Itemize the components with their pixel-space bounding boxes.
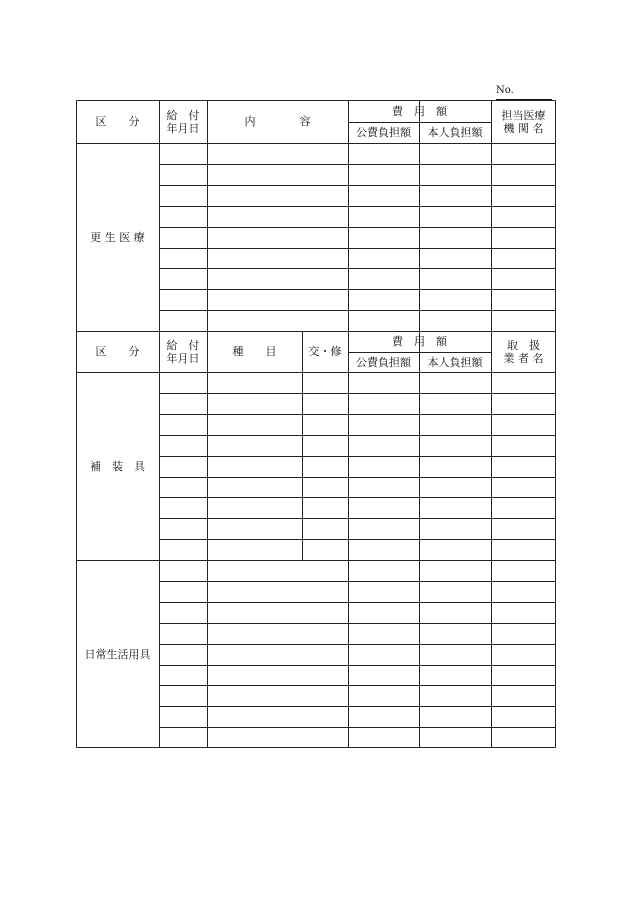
medical-self-burden-cell[interactable] bbox=[419, 310, 491, 331]
header2-public-burden: 公費負担額 bbox=[356, 355, 411, 369]
daily-goods-self-burden-cell[interactable] bbox=[419, 644, 491, 665]
daily-goods-public-burden-cell[interactable] bbox=[348, 685, 419, 706]
prosthetics-exchange-repair-cell[interactable] bbox=[302, 393, 348, 414]
medical-self-burden-cell[interactable] bbox=[419, 227, 491, 248]
prosthetics-self-burden-cell[interactable] bbox=[419, 435, 491, 456]
prosthetics-public-burden-cell[interactable] bbox=[348, 414, 419, 435]
medical-date-cell[interactable] bbox=[159, 227, 207, 248]
prosthetics-date-cell[interactable] bbox=[159, 414, 207, 435]
prosthetics-public-burden-cell[interactable] bbox=[348, 518, 419, 539]
prosthetics-date-cell[interactable] bbox=[159, 372, 207, 393]
medical-self-burden-cell[interactable] bbox=[419, 143, 491, 164]
section-prosthetics-label: 補 装 具 bbox=[90, 459, 145, 473]
prosthetics-item-type-cell[interactable] bbox=[207, 477, 302, 497]
daily-goods-date-cell[interactable] bbox=[159, 644, 207, 665]
medical-self-burden-cell[interactable] bbox=[419, 164, 491, 185]
daily-goods-public-burden-cell[interactable] bbox=[348, 581, 419, 602]
daily-goods-public-burden-cell[interactable] bbox=[348, 623, 419, 644]
prosthetics-exchange-repair-cell[interactable] bbox=[302, 456, 348, 477]
medical-public-burden-cell[interactable] bbox=[348, 206, 419, 227]
prosthetics-self-burden-cell[interactable] bbox=[419, 414, 491, 435]
daily-goods-item-cell[interactable] bbox=[207, 602, 348, 623]
medical-public-burden-cell[interactable] bbox=[348, 164, 419, 185]
daily-goods-handler-cell[interactable] bbox=[491, 706, 556, 727]
prosthetics-handler-cell[interactable] bbox=[491, 393, 556, 414]
daily-goods-handler-cell[interactable] bbox=[491, 560, 556, 581]
prosthetics-public-burden-cell[interactable] bbox=[348, 539, 419, 560]
prosthetics-item-type-cell[interactable] bbox=[207, 393, 302, 414]
medical-institution-cell[interactable] bbox=[491, 289, 556, 310]
section-medical-label: 更 生 医 療 bbox=[90, 230, 145, 244]
prosthetics-item-type-cell[interactable] bbox=[207, 539, 302, 560]
daily-goods-date-cell[interactable] bbox=[159, 560, 207, 581]
prosthetics-self-burden-cell[interactable] bbox=[419, 518, 491, 539]
prosthetics-public-burden-cell[interactable] bbox=[348, 497, 419, 518]
header2-date bbox=[159, 331, 207, 372]
header2-cost-amount: 費 用 額 bbox=[392, 335, 447, 348]
prosthetics-self-burden-cell[interactable] bbox=[419, 539, 491, 560]
daily-goods-self-burden-cell[interactable] bbox=[419, 685, 491, 706]
medical-date-cell[interactable] bbox=[159, 164, 207, 185]
header1-date-line2: 年月日 bbox=[166, 121, 200, 135]
medical-content-cell[interactable] bbox=[207, 248, 348, 268]
daily-goods-date-cell[interactable] bbox=[159, 665, 207, 685]
prosthetics-date-cell[interactable] bbox=[159, 477, 207, 497]
medical-date-cell[interactable] bbox=[159, 310, 207, 331]
daily-goods-self-burden-cell[interactable] bbox=[419, 727, 491, 748]
prosthetics-public-burden-cell[interactable] bbox=[348, 435, 419, 456]
daily-goods-item-cell[interactable] bbox=[207, 706, 348, 727]
daily-goods-self-burden-cell[interactable] bbox=[419, 602, 491, 623]
daily-goods-handler-cell[interactable] bbox=[491, 623, 556, 644]
daily-goods-self-burden-cell[interactable] bbox=[419, 706, 491, 727]
prosthetics-public-burden-cell[interactable] bbox=[348, 477, 419, 497]
medical-self-burden-cell[interactable] bbox=[419, 289, 491, 310]
daily-goods-item-cell[interactable] bbox=[207, 623, 348, 644]
daily-goods-item-cell[interactable] bbox=[207, 560, 348, 581]
prosthetics-exchange-repair-cell[interactable] bbox=[302, 539, 348, 560]
medical-institution-cell[interactable] bbox=[491, 206, 556, 227]
daily-goods-handler-cell[interactable] bbox=[491, 727, 556, 748]
daily-goods-handler-cell[interactable] bbox=[491, 602, 556, 623]
medical-date-cell[interactable] bbox=[159, 185, 207, 206]
daily-goods-public-burden-cell[interactable] bbox=[348, 644, 419, 665]
daily-goods-item-cell[interactable] bbox=[207, 727, 348, 748]
prosthetics-handler-cell[interactable] bbox=[491, 477, 556, 497]
daily-goods-date-cell[interactable] bbox=[159, 581, 207, 602]
prosthetics-date-cell[interactable] bbox=[159, 456, 207, 477]
medical-public-burden-cell[interactable] bbox=[348, 185, 419, 206]
prosthetics-exchange-repair-cell[interactable] bbox=[302, 372, 348, 393]
header2-category: 区 分 bbox=[95, 345, 140, 358]
prosthetics-handler-cell[interactable] bbox=[491, 456, 556, 477]
prosthetics-date-cell[interactable] bbox=[159, 497, 207, 518]
medical-self-burden-cell[interactable] bbox=[419, 248, 491, 268]
daily-goods-self-burden-cell[interactable] bbox=[419, 560, 491, 581]
form-table bbox=[76, 100, 556, 748]
daily-goods-public-burden-cell[interactable] bbox=[348, 602, 419, 623]
prosthetics-handler-cell[interactable] bbox=[491, 539, 556, 560]
medical-date-cell[interactable] bbox=[159, 206, 207, 227]
daily-goods-item-cell[interactable] bbox=[207, 665, 348, 685]
header1-institution bbox=[491, 100, 556, 143]
medical-public-burden-cell[interactable] bbox=[348, 143, 419, 164]
prosthetics-date-cell[interactable] bbox=[159, 539, 207, 560]
daily-goods-public-burden-cell[interactable] bbox=[348, 665, 419, 685]
header1-public-burden: 公費負担額 bbox=[356, 126, 411, 139]
medical-public-burden-cell[interactable] bbox=[348, 248, 419, 268]
medical-date-cell[interactable] bbox=[159, 143, 207, 164]
prosthetics-item-type-cell[interactable] bbox=[207, 518, 302, 539]
prosthetics-public-burden-cell[interactable] bbox=[348, 393, 419, 414]
daily-goods-self-burden-cell[interactable] bbox=[419, 665, 491, 685]
header1-institution-line2: 機 関 名 bbox=[503, 121, 544, 135]
prosthetics-self-burden-cell[interactable] bbox=[419, 497, 491, 518]
header1-category: 区 分 bbox=[95, 115, 140, 128]
medical-date-cell[interactable] bbox=[159, 248, 207, 268]
prosthetics-item-type-cell[interactable] bbox=[207, 372, 302, 393]
medical-content-cell[interactable] bbox=[207, 268, 348, 289]
daily-goods-handler-cell[interactable] bbox=[491, 665, 556, 685]
daily-goods-item-cell[interactable] bbox=[207, 685, 348, 706]
header2-date-line2: 年月日 bbox=[166, 351, 200, 365]
medical-content-cell[interactable] bbox=[207, 185, 348, 206]
header2-exchange-repair: 交・修 bbox=[308, 345, 342, 358]
header2-handler-line1: 取 扱 bbox=[507, 338, 540, 352]
medical-content-cell[interactable] bbox=[207, 143, 348, 164]
header2-handler-line2: 業 者 名 bbox=[503, 351, 544, 365]
medical-institution-cell[interactable] bbox=[491, 268, 556, 289]
daily-goods-public-burden-cell[interactable] bbox=[348, 560, 419, 581]
daily-goods-handler-cell[interactable] bbox=[491, 581, 556, 602]
prosthetics-handler-cell[interactable] bbox=[491, 435, 556, 456]
medical-institution-cell[interactable] bbox=[491, 143, 556, 164]
prosthetics-handler-cell[interactable] bbox=[491, 372, 556, 393]
medical-content-cell[interactable] bbox=[207, 227, 348, 248]
header1-date-line1: 給 付 bbox=[166, 108, 200, 122]
prosthetics-handler-cell[interactable] bbox=[491, 414, 556, 435]
form-number-label: No. bbox=[496, 84, 552, 100]
daily-goods-item-cell[interactable] bbox=[207, 644, 348, 665]
header2-self-burden: 本人負担額 bbox=[427, 355, 483, 369]
prosthetics-item-type-cell[interactable] bbox=[207, 456, 302, 477]
medical-self-burden-cell[interactable] bbox=[419, 206, 491, 227]
daily-goods-self-burden-cell[interactable] bbox=[419, 623, 491, 644]
prosthetics-self-burden-cell[interactable] bbox=[419, 456, 491, 477]
prosthetics-item-type-cell[interactable] bbox=[207, 414, 302, 435]
medical-date-cell[interactable] bbox=[159, 289, 207, 310]
prosthetics-self-burden-cell[interactable] bbox=[419, 372, 491, 393]
prosthetics-exchange-repair-cell[interactable] bbox=[302, 497, 348, 518]
prosthetics-exchange-repair-cell[interactable] bbox=[302, 477, 348, 497]
prosthetics-public-burden-cell[interactable] bbox=[348, 456, 419, 477]
daily-goods-date-cell[interactable] bbox=[159, 727, 207, 748]
medical-self-burden-cell[interactable] bbox=[419, 268, 491, 289]
daily-goods-public-burden-cell[interactable] bbox=[348, 727, 419, 748]
medical-content-cell[interactable] bbox=[207, 310, 348, 331]
header1-content: 内 容 bbox=[244, 115, 311, 128]
prosthetics-exchange-repair-cell[interactable] bbox=[302, 414, 348, 435]
prosthetics-handler-cell[interactable] bbox=[491, 518, 556, 539]
prosthetics-self-burden-cell[interactable] bbox=[419, 477, 491, 497]
header1-date bbox=[159, 100, 207, 143]
daily-goods-date-cell[interactable] bbox=[159, 623, 207, 644]
medical-institution-cell[interactable] bbox=[491, 227, 556, 248]
daily-goods-date-cell[interactable] bbox=[159, 685, 207, 706]
header2-item-type: 種 目 bbox=[232, 345, 277, 358]
medical-date-cell[interactable] bbox=[159, 268, 207, 289]
medical-content-cell[interactable] bbox=[207, 289, 348, 310]
medical-public-burden-cell[interactable] bbox=[348, 310, 419, 331]
daily-goods-date-cell[interactable] bbox=[159, 706, 207, 727]
medical-self-burden-cell[interactable] bbox=[419, 185, 491, 206]
medical-institution-cell[interactable] bbox=[491, 185, 556, 206]
daily-goods-handler-cell[interactable] bbox=[491, 685, 556, 706]
prosthetics-date-cell[interactable] bbox=[159, 518, 207, 539]
medical-content-cell[interactable] bbox=[207, 164, 348, 185]
medical-public-burden-cell[interactable] bbox=[348, 268, 419, 289]
medical-institution-cell[interactable] bbox=[491, 248, 556, 268]
daily-goods-self-burden-cell[interactable] bbox=[419, 581, 491, 602]
header1-cost-amount: 費 用 額 bbox=[392, 104, 447, 118]
header1-self-burden: 本人負担額 bbox=[427, 126, 483, 139]
medical-institution-cell[interactable] bbox=[491, 310, 556, 331]
prosthetics-date-cell[interactable] bbox=[159, 435, 207, 456]
prosthetics-item-type-cell[interactable] bbox=[207, 497, 302, 518]
section-daily-goods-label: 日常生活用具 bbox=[84, 647, 151, 661]
medical-public-burden-cell[interactable] bbox=[348, 289, 419, 310]
medical-content-cell[interactable] bbox=[207, 206, 348, 227]
prosthetics-exchange-repair-cell[interactable] bbox=[302, 518, 348, 539]
medical-institution-cell[interactable] bbox=[491, 164, 556, 185]
header2-date-line1: 給 付 bbox=[166, 338, 200, 352]
daily-goods-date-cell[interactable] bbox=[159, 602, 207, 623]
header2-handler bbox=[491, 331, 556, 372]
medical-public-burden-cell[interactable] bbox=[348, 227, 419, 248]
daily-goods-item-cell[interactable] bbox=[207, 581, 348, 602]
daily-goods-handler-cell[interactable] bbox=[491, 644, 556, 665]
daily-goods-public-burden-cell[interactable] bbox=[348, 706, 419, 727]
prosthetics-date-cell[interactable] bbox=[159, 393, 207, 414]
prosthetics-self-burden-cell[interactable] bbox=[419, 393, 491, 414]
prosthetics-public-burden-cell[interactable] bbox=[348, 372, 419, 393]
header1-institution-line1: 担当医療 bbox=[501, 108, 546, 122]
prosthetics-item-type-cell[interactable] bbox=[207, 435, 302, 456]
prosthetics-exchange-repair-cell[interactable] bbox=[302, 435, 348, 456]
prosthetics-handler-cell[interactable] bbox=[491, 497, 556, 518]
